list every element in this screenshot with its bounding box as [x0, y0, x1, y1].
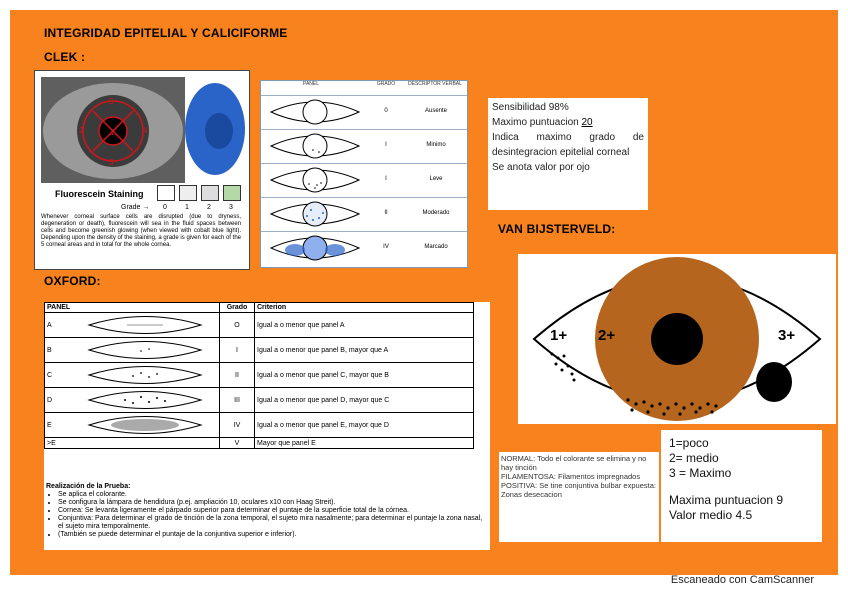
sensitivity-box: [488, 98, 648, 210]
oxford-criterion: Igual a o menor que panel E, mayor que D: [255, 413, 474, 438]
oxford-grade: O: [220, 313, 255, 338]
oxford-notes: [46, 483, 486, 539]
clek-grade: IV: [383, 244, 389, 250]
scale-poco: 1=poco: [669, 436, 709, 450]
oxford-eye: [85, 339, 205, 361]
clek-descriptor: Leve: [429, 176, 443, 182]
clek-row: [261, 163, 467, 197]
clek-zone-2: 2: [79, 126, 84, 135]
clek-grade: I: [385, 176, 387, 182]
oxford-eye: [85, 414, 205, 436]
sensitivity-text: Sensibilidad 98%: [492, 102, 569, 113]
fluorescein-staining-label: Fluorescein Staining: [55, 189, 144, 199]
page-title: INTEGRIDAD EPITELIAL Y CALICIFORME: [44, 26, 288, 40]
oxford-header-criterion: Criterion: [255, 303, 474, 313]
mean-value-note: Valor medio 4.5: [669, 508, 753, 522]
table-row: [45, 363, 474, 388]
grade-0: 0: [163, 204, 167, 211]
table-row: [45, 388, 474, 413]
positiva-note: POSITIVA: Se tine conjuntiva bulbar expuesta: Zonas desecacion: [501, 481, 656, 499]
clek-panel-eye: [265, 232, 365, 266]
grade-label: Grade →: [121, 204, 150, 211]
oxford-note: • Cornea: Se levanta ligeramente el párpado superior para determinar el puntaje de la superficie total de la córnea.: [58, 507, 486, 515]
per-eye-note: Se anota valor por ojo: [492, 162, 590, 173]
oxford-panel-id: E: [47, 421, 52, 429]
clek-panel-eye: [265, 164, 365, 197]
oxford-panel: [44, 302, 490, 550]
clek-descriptor: Ausente: [424, 108, 448, 114]
oxford-note: • Conjuntiva: Para determinar el grado de tinción de la zona temporal, el sujeto mira nasalmente; para determinar el puntaje la zona nasal, el sujeto mira temporalmente.: [58, 515, 486, 531]
clek-header-panel: PANEL: [302, 81, 320, 87]
oxford-panel-id: D: [47, 396, 53, 404]
van-bijsterveld-heading: VAN BIJSTERVELD:: [498, 222, 616, 236]
clek-heading: CLEK :: [44, 50, 86, 64]
oxford-header-panel: PANEL: [45, 303, 220, 313]
grade-2: 2: [207, 204, 211, 211]
filamentosa-note: FILAMENTOSA: Filamentos impregnados: [501, 472, 641, 481]
oxford-panel-id: B: [47, 346, 52, 354]
max-score-label: Maximo puntuacion: [492, 117, 579, 128]
oxford-eye: [85, 389, 205, 411]
oxford-note: • Se aplica el colorante.: [58, 491, 486, 499]
normal-note: NORMAL: Todo el colorante se elimina y no hay tinción: [501, 454, 647, 472]
oxford-panel-id: A: [47, 321, 52, 329]
clek-header-descriptor: DESCRIPTOR VERBAL: [408, 81, 462, 87]
oxford-criterion: Igual a o menor que panel D, mayor que C: [255, 388, 474, 413]
oxford-grade: II: [220, 363, 255, 388]
clek-row: [261, 129, 467, 163]
oxford-heading: OXFORD:: [44, 274, 101, 288]
scale-maximo: 3 = Maximo: [669, 466, 732, 480]
oxford-criterion: Mayor que panel E: [255, 438, 474, 449]
oxford-criterion: Igual a o menor que panel A: [255, 313, 474, 338]
clek-row: [261, 95, 467, 129]
scale-box: [661, 430, 822, 542]
oxford-criterion: Igual a o menor que panel C, mayor que B: [255, 363, 474, 388]
oxford-table: [44, 302, 474, 449]
oxford-eye: [85, 314, 205, 336]
zone-3-label: 3+: [778, 327, 796, 344]
oxford-grade: I: [220, 338, 255, 363]
clek-image-panel: [34, 70, 250, 270]
oxford-criterion: Igual a o menor que panel B, mayor que A: [255, 338, 474, 363]
clek-descriptor: Minimo: [426, 142, 446, 148]
eye-zones-diagram: [518, 254, 836, 424]
clek-header-grade: GRADO: [376, 81, 396, 87]
max-score-value: 20: [581, 117, 593, 128]
clek-panel-eye: [265, 198, 365, 231]
zone-2-label: 2+: [598, 327, 616, 344]
clek-panel-eye: [265, 130, 365, 163]
clek-descriptor: Moderado: [422, 210, 450, 216]
table-row: [45, 338, 474, 363]
clek-description: Whenever corneal surface cells are disrupted (due to dryness, degeneration or death), fluorescein will sea in the fluid spaces between cells and become greenish glowing (when viewed with cobalt blue light). Depending upon the density of the staining, a grade is given for each of the 5 corneal areas and in total for the whole cornea.: [41, 214, 241, 248]
clek-grade: 0: [384, 108, 388, 114]
van-bijsterveld-diagram: [518, 254, 836, 424]
clek-row: [261, 197, 467, 231]
table-row: [45, 313, 474, 338]
oxford-note: • (También se puede determinar el puntaje de la conjuntiva superior e inferior).: [58, 531, 486, 539]
table-row: [45, 438, 474, 449]
camscanner-footer: Escaneado con CamScanner: [670, 574, 814, 586]
clek-zone-1: 1: [110, 128, 115, 137]
grade-3: 3: [229, 204, 233, 211]
oxford-grade: III: [220, 388, 255, 413]
staining-types-box: [499, 452, 659, 542]
clek-eye-image: [35, 71, 249, 191]
scale-medio: 2= medio: [669, 451, 719, 465]
grade-1: 1: [185, 204, 189, 211]
table-row: [45, 413, 474, 438]
clek-descriptor: Marcado: [424, 244, 448, 250]
oxford-panel-id: >E: [45, 438, 220, 449]
clek-row: [261, 231, 467, 266]
oxford-note: • Se configura la lámpara de hendidura (p.ej. ampliación 10, oculares x10 con Haag Streit).: [58, 499, 486, 507]
clek-zone-3: 3: [109, 158, 114, 167]
oxford-grade: IV: [220, 413, 255, 438]
clek-panel-eye: [265, 96, 365, 129]
oxford-panel-id: C: [47, 371, 53, 379]
oxford-notes-title: Realización de la Prueba:: [46, 483, 131, 490]
oxford-eye: [85, 364, 205, 386]
info-description: Indica maximo grado de desintegracion epitelial corneal: [492, 132, 644, 158]
max-score-note: Maxima puntuacion 9: [669, 493, 784, 507]
zone-1-label: 1+: [550, 327, 568, 344]
clek-grade: I: [385, 142, 387, 148]
oxford-grade: V: [220, 438, 255, 449]
slide: [10, 10, 838, 575]
clek-grade-table: [260, 80, 468, 268]
clek-grade: II: [384, 210, 388, 216]
oxford-header-grade: Grado: [220, 303, 255, 313]
clek-zone-5: 5: [109, 97, 114, 106]
clek-zone-4: 4: [143, 126, 148, 135]
